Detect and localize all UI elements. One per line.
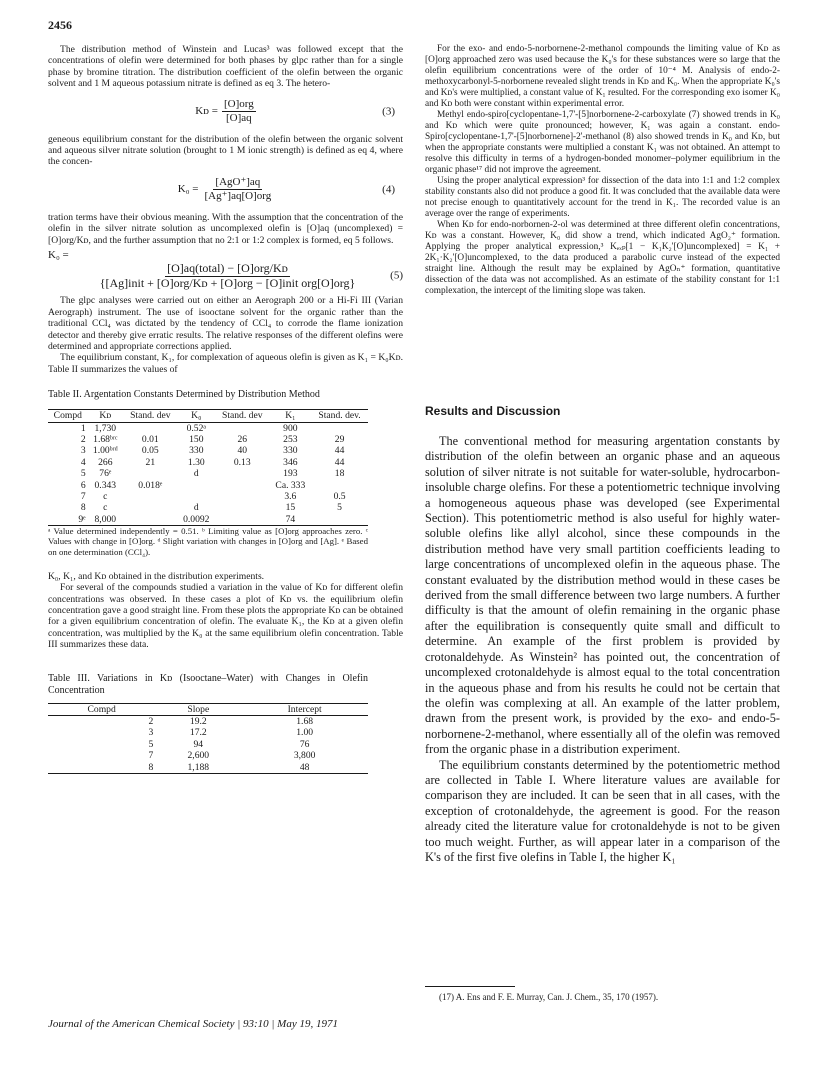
equation-denominator: [O]aq — [226, 112, 252, 125]
column-header: Stand. dev. — [318, 410, 361, 422]
journal-footer: Journal of the American Chemical Society | 93:10 | May 19, 1971 — [48, 1018, 338, 1030]
table-cell — [123, 491, 178, 502]
table-cell: 193 — [283, 468, 298, 480]
equation-denominator: [Ag⁺]aq[O]org — [204, 190, 272, 203]
table-row — [48, 480, 368, 491]
table-row — [48, 762, 368, 773]
table-caption: Table II. Argentation Constants Determined by Distribution Method — [48, 389, 320, 401]
paragraph: The conventional method for measuring argentation constants by distribution of the olefin between an organic phase and an aqueous solution of silver nitrate is not suitable for water-soluble, hydrocarbon-insoluble charge olefins. For these a potentiometric technique involving a homogeneous aqueous phase was developed (see Experimental Section). This potentiometric method is also useful for highly water-soluble olefins like allyl alcohol, since these compounds in the distribution method have very small partition coefficients leading to large concentrations of uncomplexed olefin in the aqueous phase. The constant evaluated by the distribution method would in these cases be derived from the small difference between two large numbers. A further difficulty is that the amount of olefin remaining in the organic phase after the equilibration is consequently quite small and difficult to determine. An example of the first problem is provided by crotonaldehyde. As Winstein² has pointed out, the concentration of uncomplexed crotonaldehyde is almost equal to the total concentration in the aqueous phase and from his results he could not be certain that the olefin was complexing at all. An example of the latter problem, drawn from the present work, is provided by the exo- and endo-5-norbornene-2-methanol, where essentially all of the olefin was removed from the organic phase in a distribution experiment. — [425, 434, 780, 757]
table-cell: 18 — [334, 468, 345, 480]
table-cell: 3 — [80, 445, 86, 457]
table-cell — [311, 422, 368, 434]
column-header: Stand. dev — [222, 410, 263, 422]
table-cell: 9ᵉ — [78, 513, 86, 525]
equation-number: (5) — [390, 269, 403, 282]
right-column — [425, 44, 780, 297]
table-body — [48, 716, 368, 774]
table-cell: 76ᵉ — [99, 468, 112, 480]
equation-5 — [48, 250, 403, 289]
table-header-row — [48, 410, 368, 422]
equation-lhs: K₀ = — [177, 183, 199, 196]
paragraph: Methyl endo-spiro[cyclopentane-1,7'-[5]norbornene-2-carboxylate (7) showed trends in K₀ and Kᴅ which were quite pronounced; however, K₁ was again a constant. endo-Spiro[cyclopentane-1,7'-[5]norbornene]-2'-methanol (8) also showed trends in K₀ and Kᴅ, but when the appropriate constants were multiplied a constant K₁ was not obtained. An attempt to resolve this difficulty in terms of a hydrogen-bonded monomer–polymer equilibrium in the organic phase¹⁷ did not improve the agreement. — [425, 110, 780, 175]
table-cell — [215, 480, 270, 491]
table-cell: 900 — [283, 422, 298, 434]
equation-numerator: [AgO⁺]aq — [213, 177, 262, 190]
table-cell: d — [193, 468, 199, 480]
table-cell — [215, 422, 270, 434]
table-cell: 44 — [334, 456, 345, 468]
equation-number: (3) — [382, 104, 395, 117]
table-cell — [123, 502, 178, 513]
paragraph: tration terms have their obvious meaning. With the assumption that the concentration of the olefin in the silver nitrate solution as uncomplexed olefin is [O]aq (uncomplexed) = [O]org/Kᴅ, and the further assumption that no 2:1 or 1:2 complex is formed, eq 5 follows. — [48, 211, 403, 246]
table-cell — [123, 468, 178, 479]
table-caption: Table III. Variations in Kᴅ (Isooctane–Water) with Changes in Olefin Concentration — [48, 672, 368, 696]
table-cell: 4 — [80, 456, 86, 468]
paragraph: geneous equilibrium constant for the distribution of the olefin between the organic solvent and aqueous silver nitrate solution (brought to 1 M ionic strength) is defined as eq 4, where the concen- — [48, 133, 403, 168]
table-cell: 5 — [337, 502, 342, 514]
paragraph: For several of the compounds studied a variation in the value of Kᴅ for different olefin concentrations was observed. In these cases a plot of Kᴅ vs. the equilibrium olefin concentration gave a good straight line. From these plots the appropriate Kᴅ can be obtained for a given equilibrium concentration of olefin. The evaluate K₁, the Kᴅ at a given olefin concentration, was multiplied by the K₀ at the same equilibrium olefin concentration. Table III summarizes these data. — [48, 582, 403, 651]
table-cell: 1.30 — [187, 456, 205, 468]
table-cell — [123, 514, 178, 525]
reference-footnote: (17) A. Ens and F. E. Murray, Can. J. Chem., 35, 170 (1957). — [439, 992, 659, 1002]
equation-3 — [48, 96, 403, 128]
table-cell — [215, 514, 270, 525]
table-cell: 7 — [148, 750, 154, 762]
table-cell: 21 — [145, 456, 156, 468]
equation-lhs: Kᴅ = — [195, 104, 218, 117]
equation-fraction — [222, 99, 256, 125]
table-cell: 3 — [148, 727, 154, 739]
table-cell — [215, 468, 270, 479]
paragraph: K₀, K₁, and Kᴅ obtained in the distribution experiments. — [48, 570, 265, 582]
table-cell: d — [193, 502, 199, 514]
paragraph: When Kᴅ for endo-norbornen-2-ol was determined at three different olefin concentrations, Kᴅ was a constant. However, K₀ did show a trend, which indicated AgO₂⁺ formation. Applying the proper analytical expression,³ Kₑₓₚ[1 − K₁K₂'[O]uncomplexed] = K₁ + 2K₁·K₂'[O]uncomplexed, to the data produced a parabolic curve instead of the expected straight line. Although the result may be explained by AgOₙ⁺ formation, quantitative dissection of the data was not accomplished. As an estimate of the stability constant for 1:1 complexation, the intercept of the limiting slope was taken. — [425, 220, 780, 296]
column-header: Compd — [87, 703, 116, 715]
table-cell: 1,188 — [187, 761, 210, 773]
table-cell — [311, 480, 368, 491]
table-header-row — [48, 703, 368, 715]
table-cell: 8 — [80, 502, 86, 514]
table-cell: 1.00ᵇʳᵈ — [92, 445, 118, 457]
table-cell: 1.00 — [296, 727, 314, 739]
table-cell: 266 — [98, 456, 113, 468]
column-header: K₀ — [191, 410, 202, 422]
table-cell: 1 — [80, 422, 86, 434]
table-cell — [215, 502, 270, 513]
table-cell: 5 — [148, 738, 154, 750]
table-cell: 15 — [285, 502, 296, 514]
table-cell: 3.6 — [284, 490, 297, 502]
table-cell: 0.52ᵃ — [186, 422, 206, 434]
table-cell: 150 — [189, 433, 204, 445]
paragraph: Using the proper analytical expression³ for dissection of the data into 1:1 and 1:2 complex stability constants also did not produce a good fit. It was concluded that the available data were not precise enough to quantitatively account for the trend in K₁. The recorded value is an average over the range of experiments. — [425, 176, 780, 219]
equation-lhs: K₀ = — [48, 249, 69, 262]
table-cell: 26 — [237, 433, 248, 445]
column-header: Intercept — [287, 703, 322, 715]
table-row — [48, 468, 368, 479]
equation-number: (4) — [382, 183, 395, 196]
table-cell: 5 — [80, 468, 86, 480]
table-cell — [311, 514, 368, 525]
table-cell: 330 — [189, 445, 204, 457]
table-row — [48, 716, 368, 728]
column-header: K₁ — [285, 410, 296, 422]
page-number: 2456 — [48, 18, 72, 32]
column-header: Kᴅ — [99, 410, 112, 422]
table-cell: 0.343 — [94, 479, 117, 491]
column-header: Stand. dev — [130, 410, 171, 422]
table-row — [48, 445, 368, 456]
table-cell: 253 — [283, 433, 298, 445]
table-row — [48, 491, 368, 502]
table-cell — [178, 480, 215, 491]
table-cell: 48 — [299, 761, 310, 773]
table-cell: 0.5 — [333, 490, 346, 502]
table-cell: 74 — [285, 513, 296, 525]
table-cell: 94 — [193, 738, 204, 750]
table-cell: 6 — [80, 479, 86, 491]
equation-fraction — [203, 177, 274, 203]
table-cell: 29 — [334, 433, 345, 445]
table-cell: 76 — [299, 738, 310, 750]
table-row — [48, 739, 368, 750]
table-cell: 44 — [334, 445, 345, 457]
paragraph: The distribution method of Winstein and Lucas³ was followed except that the concentrations of olefin were determined for both phases by glpc rather than for a single phase by bromine titration. The distribution coefficient of the olefin between the organic solvent and 1 M aqueous potassium nitrate is defined as eq 3. The hetero- — [48, 44, 403, 90]
table-cell: 346 — [283, 456, 298, 468]
table-row — [48, 727, 368, 738]
table-cell: 0.13 — [233, 456, 251, 468]
footnote-rule — [425, 986, 515, 987]
equation-denominator: {[Ag]init + [O]org/Kᴅ + [O]org − [O]init org[O]org} — [99, 275, 356, 290]
table-2-grid — [48, 409, 368, 525]
equation-numerator: [O]org — [222, 99, 256, 112]
table-cell — [123, 422, 178, 434]
results-discussion-text — [425, 434, 780, 865]
table-body — [48, 422, 368, 525]
equation-numerator: [O]aq(total) − [O]org/Kᴅ — [167, 261, 288, 276]
table-cell — [178, 491, 215, 502]
table-cell: 17.2 — [189, 727, 207, 739]
table-cell: 0.01 — [141, 433, 159, 445]
table-cell: 1.68 — [296, 716, 314, 728]
table-cell: 1.68ᵇʳᶜ — [93, 433, 118, 445]
table-cell: 0.05 — [141, 445, 159, 457]
paragraph: The equilibrium constants determined by the potentiometric method are collected in Table I. Where literature values are available for comparison they are included. It can be seen that in all cases, with the exception of crotonaldehyde, the agreement is good. For the reason already cited the literature value for crotonaldehyde is not to be given too much weight. Further, as will appear later in a comparison of the K's of the first five olefins in Table I, the higher K₁ — [425, 757, 780, 864]
column-header: Slope — [187, 703, 210, 715]
equation-4 — [48, 174, 403, 206]
column-header: Compd — [53, 410, 82, 422]
table-row — [48, 750, 368, 761]
table-cell: 2 — [148, 716, 154, 728]
table-row — [48, 422, 368, 434]
table-cell: 0.0092 — [183, 513, 210, 525]
table-cell: 0.018ᵉ — [138, 479, 163, 491]
paragraph: The glpc analyses were carried out on either an Aerograph 200 or a Hi-Fi III (Varian Aerograph) instrument. The use of isooctane solvent for the organic rather than the traditional CCl₄ was dictated by the tendency of CCl₄ to corrode the flame ionization detector and thereby give erratic results. The relative responses of the different olefins were determined and appropriate corrections applied. — [48, 295, 403, 352]
table-row — [48, 434, 368, 445]
paragraph: The equilibrium constant, K₁, for complexation of aqueous olefin is given as K₁ = K₀Kᴅ. Table II summarizes the values of — [48, 352, 403, 375]
table-row — [48, 514, 368, 525]
table-cell: 1,730 — [94, 422, 117, 434]
section-heading: Results and Discussion — [425, 404, 561, 418]
table-row — [48, 457, 368, 468]
paragraph: For the exo- and endo-5-norbornene-2-methanol compounds the limiting value of Kᴅ as [O]org approached zero was used because the K₀'s for these substances were so large that the olefin equilibrium concentrations were of the order of 10⁻⁴ M. Analysis of endo-2-methoxycarbonyl-5-norbornene revealed slight trends in Kᴅ and K₀. When the appropriate K₀'s and Kᴅ's were multiplied, a constant value of K₁ resulted. For the corresponding exo isomer K₀ and Kᴅ both were constant within experimental error. — [425, 44, 780, 109]
equation-fraction — [98, 263, 358, 289]
table-cell: c — [103, 502, 108, 514]
table-cell: 2 — [80, 433, 86, 445]
table-cell: 2,600 — [187, 750, 210, 762]
left-column — [48, 44, 403, 774]
table-footnote: ᵃ Value determined independently = 0.51. ᵇ Limiting value as [O]org approaches zero. ᶜ Values with change in [O]org. ᵈ Slight variation with changes in [O]org and [Ag]. ᵉ Based on one determination (CCl₄). — [48, 526, 368, 557]
table-cell: 330 — [283, 445, 298, 457]
table-cell: 8,000 — [94, 513, 117, 525]
table-cell: 7 — [80, 490, 86, 502]
table-cell: 8 — [148, 761, 154, 773]
table-row — [48, 502, 368, 513]
table-cell: 3,800 — [293, 750, 316, 762]
table-2 — [48, 389, 368, 557]
table-cell: 40 — [237, 445, 248, 457]
table-3 — [48, 673, 368, 774]
table-cell: c — [103, 490, 108, 502]
table-cell: Ca. 333 — [275, 479, 306, 491]
table-3-grid — [48, 703, 368, 773]
table-cell — [215, 491, 270, 502]
table-cell: 19.2 — [189, 716, 207, 728]
